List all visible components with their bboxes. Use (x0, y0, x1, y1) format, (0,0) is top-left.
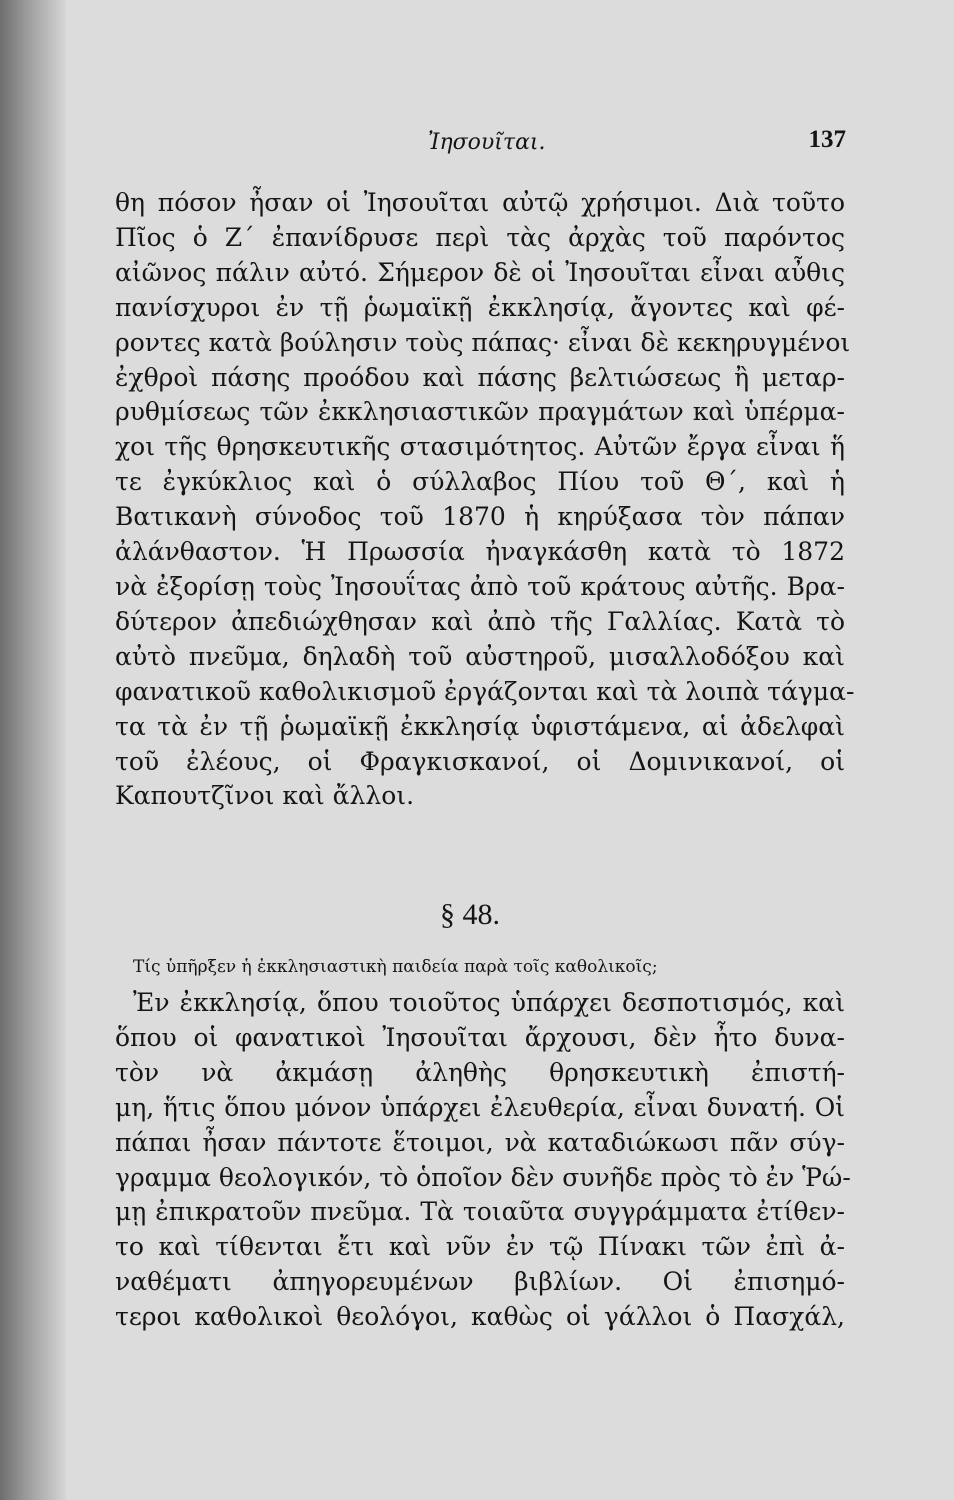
running-head: Ἰησουῖται. (428, 130, 546, 155)
text-line: χοι τῆς θρησκευτικῆς στασιμότητος. Αὐτῶν ἔργα εἶναι ἥ (115, 432, 845, 462)
text-line: αὐτὸ πνεῦμα, δηλαδὴ τοῦ αὐστηροῦ, μισαλλοδόξου καὶ (115, 641, 845, 671)
text-line: τεροι καθολικοὶ θεολόγοι, καθὼς οἱ γάλλοι ὁ Πασχάλ, (115, 1302, 845, 1332)
text-line: νὰ ἐξορίσῃ τοὺς Ἰησουΐτας ἀπὸ τοῦ κράτους αὐτῆς. Βρα- (115, 571, 845, 601)
section-number: § 48. (440, 898, 500, 931)
page-number: 137 (808, 126, 846, 153)
paragraph-2 (115, 986, 851, 1335)
text-line: Πῖος ὁ Ζ΄ ἐπανίδρυσε περὶ τὰς ἀρχὰς τοῦ παρόντος (115, 222, 845, 252)
text-line: Βατικανὴ σύνοδος τοῦ 1870 ἡ κηρύξασα τὸν πάπαν (115, 502, 845, 532)
text-line: πάπαι ἦσαν πάντοτε ἕτοιμοι, νὰ καταδιώκωσι πᾶν σύγ- (115, 1127, 845, 1157)
text-line: ναθέματι ἀπηγορευμένων βιβλίων. Οἱ ἐπισημό- (115, 1267, 845, 1297)
text-line: ρυθμίσεως τῶν ἐκκλησιαστικῶν πραγμάτων καὶ ὑπέρμα- (115, 397, 845, 427)
page-header (0, 126, 954, 170)
text-line: τὸν νὰ ἀκμάσῃ ἀληθὴς θρησκευτικὴ ἐπιστή- (115, 1057, 845, 1087)
text-line: τοῦ ἐλέους, οἱ Φραγκισκανοί, οἱ Δομινικανοί, οἱ (115, 746, 845, 776)
text-line: θη πόσον ἦσαν οἱ Ἰησουῖται αὐτῷ χρήσιμοι. Διὰ τοῦτο (115, 188, 845, 217)
text-line: μη, ἥτις ὅπου μόνον ὑπάρχει ἐλευθερία, εἶναι δυνατή. Οἱ (115, 1092, 845, 1122)
text-line: μῃ ἐπικρατοῦν πνεῦμα. Τὰ τοιαῦτα συγγράμματα ἐτίθεν- (115, 1197, 845, 1227)
text-line: το καὶ τίθενται ἔτι καὶ νῦν ἐν τῷ Πίνακι τῶν ἐπὶ ἀ- (115, 1232, 845, 1262)
text-line: Καπουτζῖνοι καὶ ἄλλοι. (115, 781, 415, 811)
text-line: γραμμα θεολογικόν, τὸ ὁποῖον δὲν συνῆδε πρὸς τὸ ἐν Ῥώ- (115, 1162, 851, 1192)
section-heading: Τίς ὑπῆρξεν ἡ ἐκκλησιαστικὴ παιδεία παρὰ τοῖς καθολικοῖς; (133, 957, 658, 977)
text-line: δύτερον ἀπεδιώχθησαν καὶ ἀπὸ τῆς Γαλλίας. Κατὰ τὸ (115, 606, 845, 636)
text-line: πανίσχυροι ἐν τῇ ῥωμαϊκῇ ἐκκλησίᾳ, ἄγοντες καὶ φέ- (115, 292, 845, 322)
text-line: Ἐν ἐκκλησίᾳ, ὅπου τοιοῦτος ὑπάρχει δεσποτισμός, καὶ (133, 988, 845, 1017)
text-line: αἰῶνος πάλιν αὐτό. Σήμερον δὲ οἱ Ἰησουῖται εἶναι αὖθις (115, 257, 845, 287)
text-line: ἀλάνθαστον. Ἡ Πρωσσία ἠναγκάσθη κατὰ τὸ 1872 (115, 537, 845, 567)
text-line: ὅπου οἱ φανατικοὶ Ἰησουῖται ἄρχουσι, δὲν ἦτο δυνα- (115, 1022, 845, 1052)
text-line: φανατικοῦ καθολικισμοῦ ἐργάζονται καὶ τὰ λοιπὰ τάγμα- (115, 676, 855, 706)
page-edge-shadow (0, 0, 66, 1500)
text-line: ροντες κατὰ βούλησιν τοὺς πάπας· εἶναι δὲ κεκηρυγμένοι (115, 327, 851, 357)
text-line: τα τὰ ἐν τῇ ῥωμαϊκῇ ἐκκλησίᾳ ὑφιστάμενα, αἱ ἀδελφαὶ (115, 711, 845, 741)
text-line: τε ἐγκύκλιος καὶ ὁ σύλλαβος Πίου τοῦ Θ΄, καὶ ἡ (115, 467, 845, 497)
paragraph-1 (115, 186, 855, 814)
text-line: ἐχθροὶ πάσης προόδου καὶ πάσης βελτιώσεως ἢ μεταρ- (115, 362, 845, 392)
